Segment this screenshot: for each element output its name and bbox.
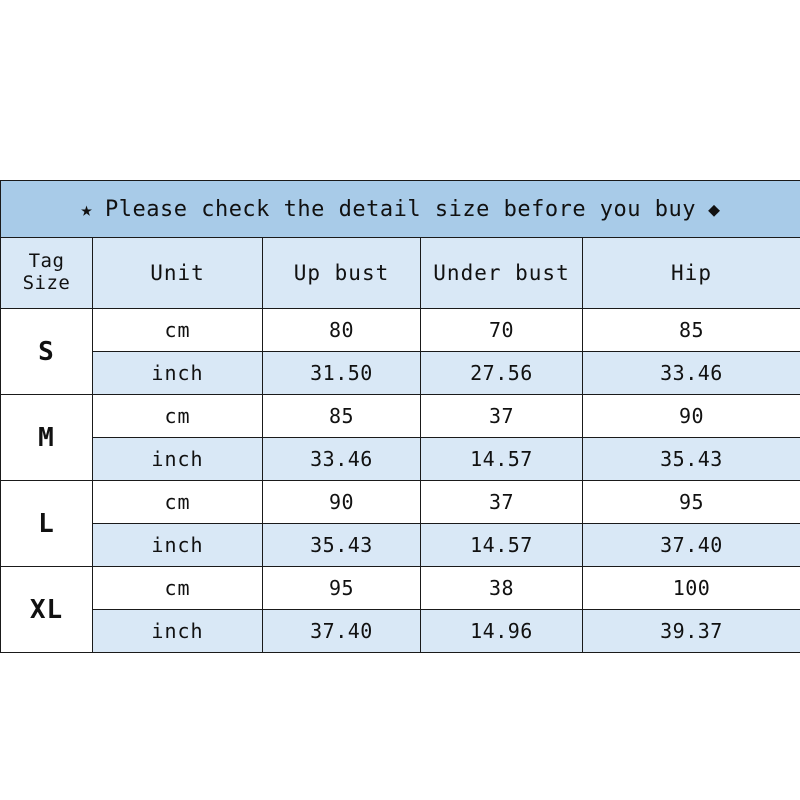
table-row bbox=[1, 395, 800, 438]
under-bust-cell: 70 bbox=[421, 309, 583, 352]
column-header-under-bust: Under bust bbox=[421, 238, 583, 309]
hip-cell: 95 bbox=[583, 481, 800, 524]
under-bust-cell: 27.56 bbox=[421, 352, 583, 395]
unit-cell: inch bbox=[93, 610, 263, 653]
under-bust-cell: 37 bbox=[421, 395, 583, 438]
hip-cell: 39.37 bbox=[583, 610, 800, 653]
hip-cell: 33.46 bbox=[583, 352, 800, 395]
diamond-icon: ◆ bbox=[708, 197, 721, 221]
up-bust-cell: 90 bbox=[263, 481, 421, 524]
up-bust-cell: 33.46 bbox=[263, 438, 421, 481]
hip-cell: 90 bbox=[583, 395, 800, 438]
under-bust-cell: 37 bbox=[421, 481, 583, 524]
up-bust-cell: 85 bbox=[263, 395, 421, 438]
size-chart-table bbox=[0, 180, 800, 653]
banner-row bbox=[1, 181, 800, 238]
column-header-hip: Hip bbox=[583, 238, 800, 309]
up-bust-cell: 37.40 bbox=[263, 610, 421, 653]
tag-size-cell: XL bbox=[1, 567, 93, 653]
up-bust-cell: 80 bbox=[263, 309, 421, 352]
table-row bbox=[1, 438, 800, 481]
hip-cell: 85 bbox=[583, 309, 800, 352]
table-row bbox=[1, 524, 800, 567]
tag-size-cell: L bbox=[1, 481, 93, 567]
up-bust-cell: 35.43 bbox=[263, 524, 421, 567]
tag-size-cell: S bbox=[1, 309, 93, 395]
table-row bbox=[1, 309, 800, 352]
hip-cell: 37.40 bbox=[583, 524, 800, 567]
table-row bbox=[1, 610, 800, 653]
unit-cell: cm bbox=[93, 395, 263, 438]
unit-cell: inch bbox=[93, 352, 263, 395]
unit-cell: cm bbox=[93, 567, 263, 610]
banner-cell bbox=[1, 181, 800, 238]
tag-size-cell: M bbox=[1, 395, 93, 481]
under-bust-cell: 14.96 bbox=[421, 610, 583, 653]
under-bust-cell: 14.57 bbox=[421, 524, 583, 567]
tag-size-line2: Size bbox=[22, 272, 71, 294]
column-header-unit: Unit bbox=[93, 238, 263, 309]
column-header-up-bust: Up bust bbox=[263, 238, 421, 309]
table-row bbox=[1, 481, 800, 524]
under-bust-cell: 14.57 bbox=[421, 438, 583, 481]
up-bust-cell: 95 bbox=[263, 567, 421, 610]
unit-cell: cm bbox=[93, 481, 263, 524]
banner-text: Please check the detail size before you buy bbox=[104, 196, 697, 222]
under-bust-cell: 38 bbox=[421, 567, 583, 610]
tag-size-line1: Tag bbox=[28, 250, 65, 273]
star-icon: ★ bbox=[80, 197, 93, 221]
table-header-row bbox=[1, 238, 800, 309]
up-bust-cell: 31.50 bbox=[263, 352, 421, 395]
unit-cell: inch bbox=[93, 438, 263, 481]
unit-cell: inch bbox=[93, 524, 263, 567]
hip-cell: 35.43 bbox=[583, 438, 800, 481]
hip-cell: 100 bbox=[583, 567, 800, 610]
column-header-tag-size bbox=[1, 238, 93, 309]
table-row bbox=[1, 352, 800, 395]
unit-cell: cm bbox=[93, 309, 263, 352]
table-row bbox=[1, 567, 800, 610]
